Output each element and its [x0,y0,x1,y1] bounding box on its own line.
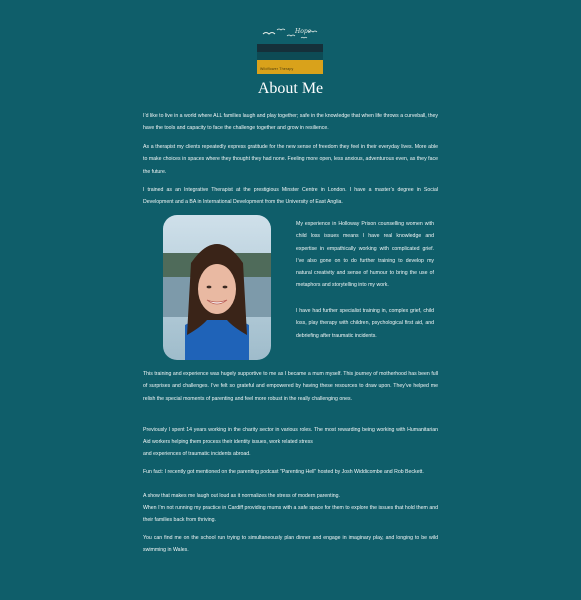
school-run-paragraph: You can find me on the school run trying to simultaneously plan dinner and engage in imaginary play, and longing to be wild swimming in Wales. [143,535,438,554]
intro-paragraph-3: I trained as an Integrative Therapist at the prestigious Minster Centre in London. I have a master’s degree in Social Development and a BA in International Development from the University of East Anglia. [143,187,438,206]
charity-paragraph: Previously I spent 14 years working in the charity sector in various roles. The most rewarding being working with Humanitarian Aid workers helping them process their identity issues, work related stress [143,427,438,446]
profile-photo [163,215,271,360]
intro-paragraph-2: As a therapist my clients repeatedly express gratitude for the new sense of freedom they feel in their everyday lives. More able to make choices in spaces where they thought they had none. Feeling more open, less anxious, adventurous even, as they face the future. [143,144,438,175]
fun-fact-paragraph: Fun fact: I recently got mentioned on the parenting podcast "Parenting Hell" hosted by Josh Widdicombe and Rob Beckett. [143,469,424,475]
logo-script-text: Hope [295,28,312,35]
motherhood-paragraph: This training and experience was hugely supportive to me as I became a mum myself. This journey of motherhood has been full of surprises and challenges. I’ve felt so grateful and empowered by having these resources to draw upon. They’ve helped me relish the special moments of parenting and feel more robust in the really challenging ones. [143,371,438,402]
podcast-paragraph: A show that makes me laugh out loud as it normalizes the stress of modern parenting. [143,493,340,499]
experience-paragraph: My experience in Holloway Prison counselling women with child loss issues means I have real knowledge and expertise in empathically working with complicated grief. I’ve also gone on to do further training to develop my natural creativity and sense of humour to bring the use of metaphors and storytelling into my work. [296,221,434,289]
practice-paragraph: When I’m not running my practice in Cardiff providing mums with a safe space for them to explore the issues that hold them and their families back from thriving. [143,505,438,524]
portrait-image [163,215,271,360]
brand-logo[interactable] [257,24,323,74]
logo-band-dark [257,44,323,52]
page-title: About Me [257,80,324,97]
logo-band-teal [257,52,323,60]
birds-illustration [257,24,323,44]
logo-caption: Wildflower Therapy [260,67,294,71]
training-paragraph: I have had further specialist training in, complex grief, child loss, play therapy with children, psychological first aid, and debriefing after traumatic incidents. [296,308,434,339]
intro-paragraph-1: I’d like to live in a world where ALL families laugh and play together; safe in the knowledge that when life throws a curveball, they have the tools and capacity to face the challenge together and grow in resilience. [143,113,438,132]
charity-paragraph-end: and experiences of traumatic incidents abroad. [143,451,251,457]
